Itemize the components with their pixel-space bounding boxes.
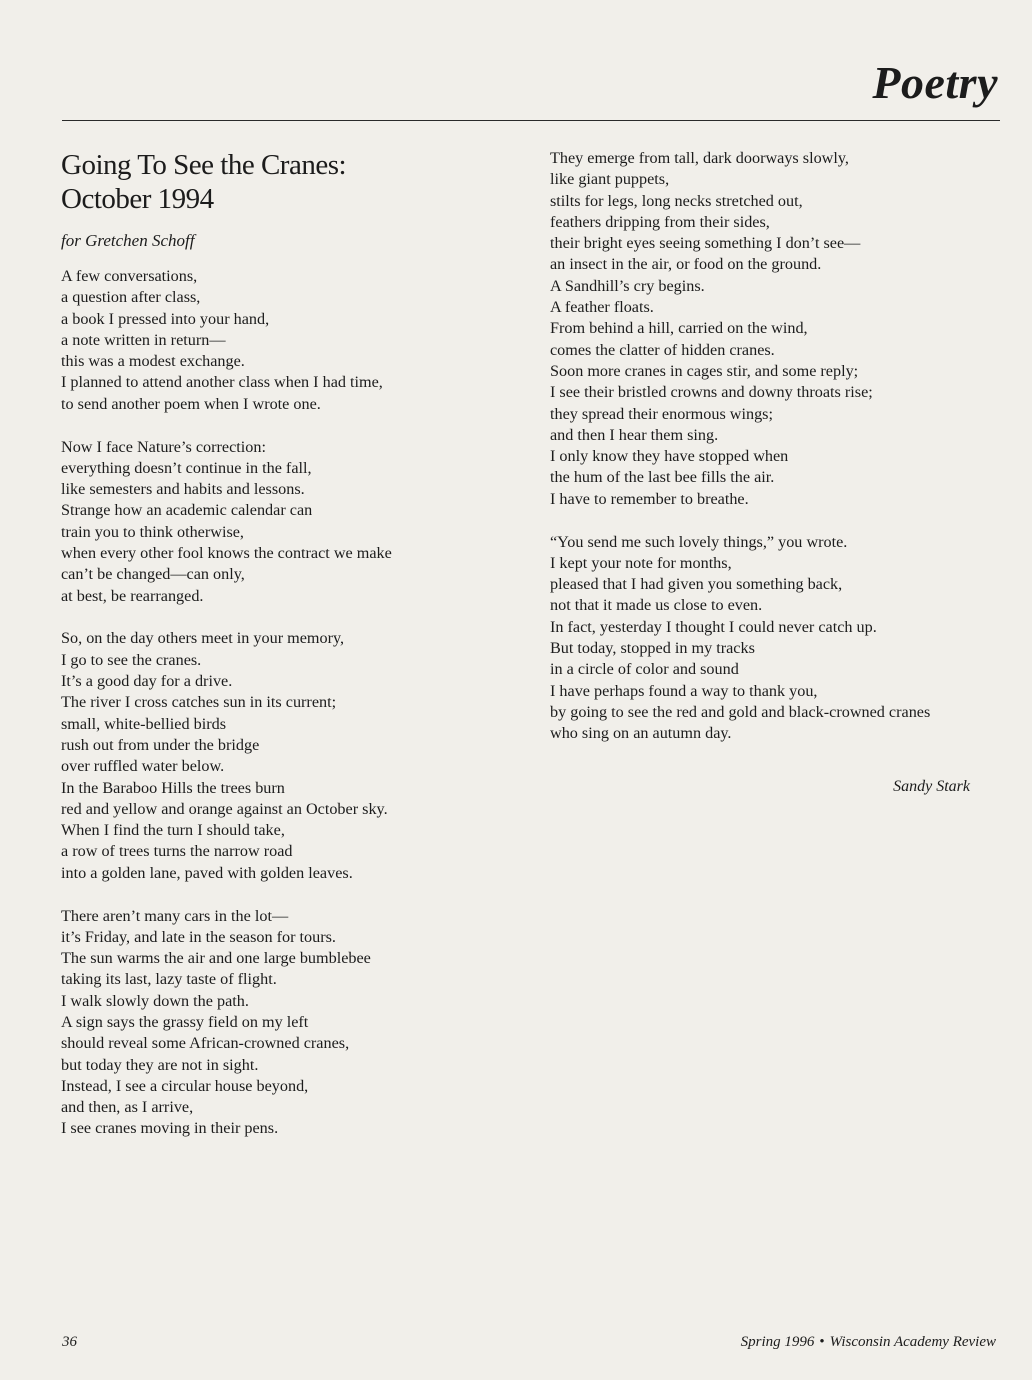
poem-line: Instead, I see a circular house beyond, (61, 1076, 309, 1095)
poem-line: it’s Friday, and late in the season for tours. (61, 927, 336, 946)
poem-line: comes the clatter of hidden cranes. (550, 340, 775, 359)
poem-line: not that it made us close to even. (550, 596, 763, 615)
poem-line: So, on the day others meet in your memory, (61, 629, 345, 648)
left-stanzas (61, 266, 531, 1140)
poem-dedication: for Gretchen Schoff (61, 231, 195, 250)
poem-line: over ruffled water below. (61, 757, 225, 776)
poem-line: train you to think otherwise, (61, 522, 244, 541)
poem-line: I go to see the cranes. (61, 650, 202, 669)
poem-author: Sandy Stark (893, 777, 970, 795)
footer-separator: • (819, 1334, 825, 1350)
poem-stanza (550, 532, 1020, 745)
poem-line: I kept your note for months, (550, 553, 732, 572)
poem-line: A feather floats. (550, 298, 654, 317)
poem-line: everything doesn’t continue in the fall, (61, 458, 312, 477)
poem-line: red and yellow and orange against an October sky. (61, 799, 388, 818)
poem-line: But today, stopped in my tracks (550, 639, 755, 658)
poem-line: Now I face Nature’s correction: (61, 437, 266, 456)
poem-line: small, white-bellied birds (61, 714, 226, 733)
poem-line: I see cranes moving in their pens. (61, 1119, 279, 1138)
poem-line: and then, as I arrive, (61, 1098, 194, 1117)
poem-line: The river I cross catches sun in its current; (61, 693, 337, 712)
poem-line: feathers dripping from their sides, (550, 212, 770, 231)
poem-line: who sing on an autumn day. (550, 724, 732, 743)
footer-publication: Wisconsin Academy Review (829, 1334, 996, 1350)
poem-line: I planned to attend another class when I had time, (61, 373, 383, 392)
right-column (550, 148, 1020, 796)
left-column (61, 148, 531, 1161)
poem-line: at best, be rearranged. (61, 586, 204, 605)
poem-line: I have to remember to breathe. (550, 489, 749, 508)
header-rule (62, 120, 1000, 121)
poem-line: In fact, yesterday I thought I could never catch up. (550, 617, 877, 636)
poem-line: I see their bristled crowns and downy throats rise; (550, 383, 873, 402)
section-title: Poetry (872, 57, 998, 108)
footer-issue: Spring 1996 (740, 1334, 815, 1350)
poem-line: and then I hear them sing. (550, 425, 719, 444)
page-number: 36 (62, 1334, 77, 1350)
poem-line: a question after class, (61, 288, 201, 307)
poem-line: a row of trees turns the narrow road (61, 842, 293, 861)
poem-line: a book I pressed into your hand, (61, 309, 270, 328)
poem-line: the hum of the last bee fills the air. (550, 468, 775, 487)
poem-stanza (61, 266, 531, 415)
poem-line: A Sandhill’s cry begins. (550, 276, 705, 295)
poem-stanza (61, 437, 531, 607)
poem-line: A sign says the grassy field on my left (61, 1013, 309, 1031)
poem-line: this was a modest exchange. (61, 352, 245, 371)
poem-line: I walk slowly down the path. (61, 991, 249, 1010)
poem-line: pleased that I had given you something back, (550, 575, 843, 594)
poem-line: in a circle of color and sound (550, 660, 739, 679)
poem-line: I only know they have stopped when (550, 447, 789, 466)
poem-line: In the Baraboo Hills the trees burn (61, 778, 285, 797)
poem-line: When I find the turn I should take, (61, 821, 285, 840)
poem-line: by going to see the red and gold and black-crowned cranes (550, 702, 931, 721)
poem-line: They emerge from tall, dark doorways slowly, (550, 149, 849, 167)
poem-line: should reveal some African-crowned cranes, (61, 1034, 350, 1053)
poem-stanza (550, 148, 1020, 510)
poem-line: a note written in return— (61, 330, 226, 349)
poem-line: stilts for legs, long necks stretched out, (550, 191, 803, 210)
poem-title (61, 148, 531, 216)
poem-line: can’t be changed—can only, (61, 565, 245, 584)
poem-line: taking its last, lazy taste of flight. (61, 970, 277, 989)
footer-issue-info (741, 1334, 996, 1351)
poem-line: From behind a hill, carried on the wind, (550, 319, 808, 338)
poem-line: The sun warms the air and one large bumblebee (61, 949, 371, 968)
poem-line: “You send me such lovely things,” you wrote. (550, 532, 848, 551)
poem-line: their bright eyes seeing something I don’t see— (550, 234, 861, 253)
poem-line: rush out from under the bridge (61, 735, 260, 754)
poem-line: I have perhaps found a way to thank you, (550, 681, 818, 700)
poem-line: but today they are not in sight. (61, 1055, 259, 1074)
poem-title-line-1: Going To See the Cranes: (61, 149, 347, 181)
poem-line: to send another poem when I wrote one. (61, 394, 321, 413)
poem-stanza (61, 628, 531, 884)
poem-line: into a golden lane, paved with golden leaves. (61, 863, 353, 882)
poem-line: like giant puppets, (550, 170, 670, 189)
poem-line: It’s a good day for a drive. (61, 672, 233, 691)
poem-title-line-2: October 1994 (61, 183, 214, 215)
right-stanzas (550, 148, 1020, 745)
poem-line: an insect in the air, or food on the ground. (550, 255, 822, 274)
poem-stanza (61, 906, 531, 1140)
poem-line: Strange how an academic calendar can (61, 501, 313, 520)
poem-line: like semesters and habits and lessons. (61, 480, 305, 499)
poem-line: when every other fool knows the contract we make (61, 544, 392, 563)
poem-line: Soon more cranes in cages stir, and some reply; (550, 361, 859, 380)
poem-line: A few conversations, (61, 267, 198, 285)
poem-line: There aren’t many cars in the lot— (61, 906, 289, 925)
poem-line: they spread their enormous wings; (550, 404, 773, 423)
